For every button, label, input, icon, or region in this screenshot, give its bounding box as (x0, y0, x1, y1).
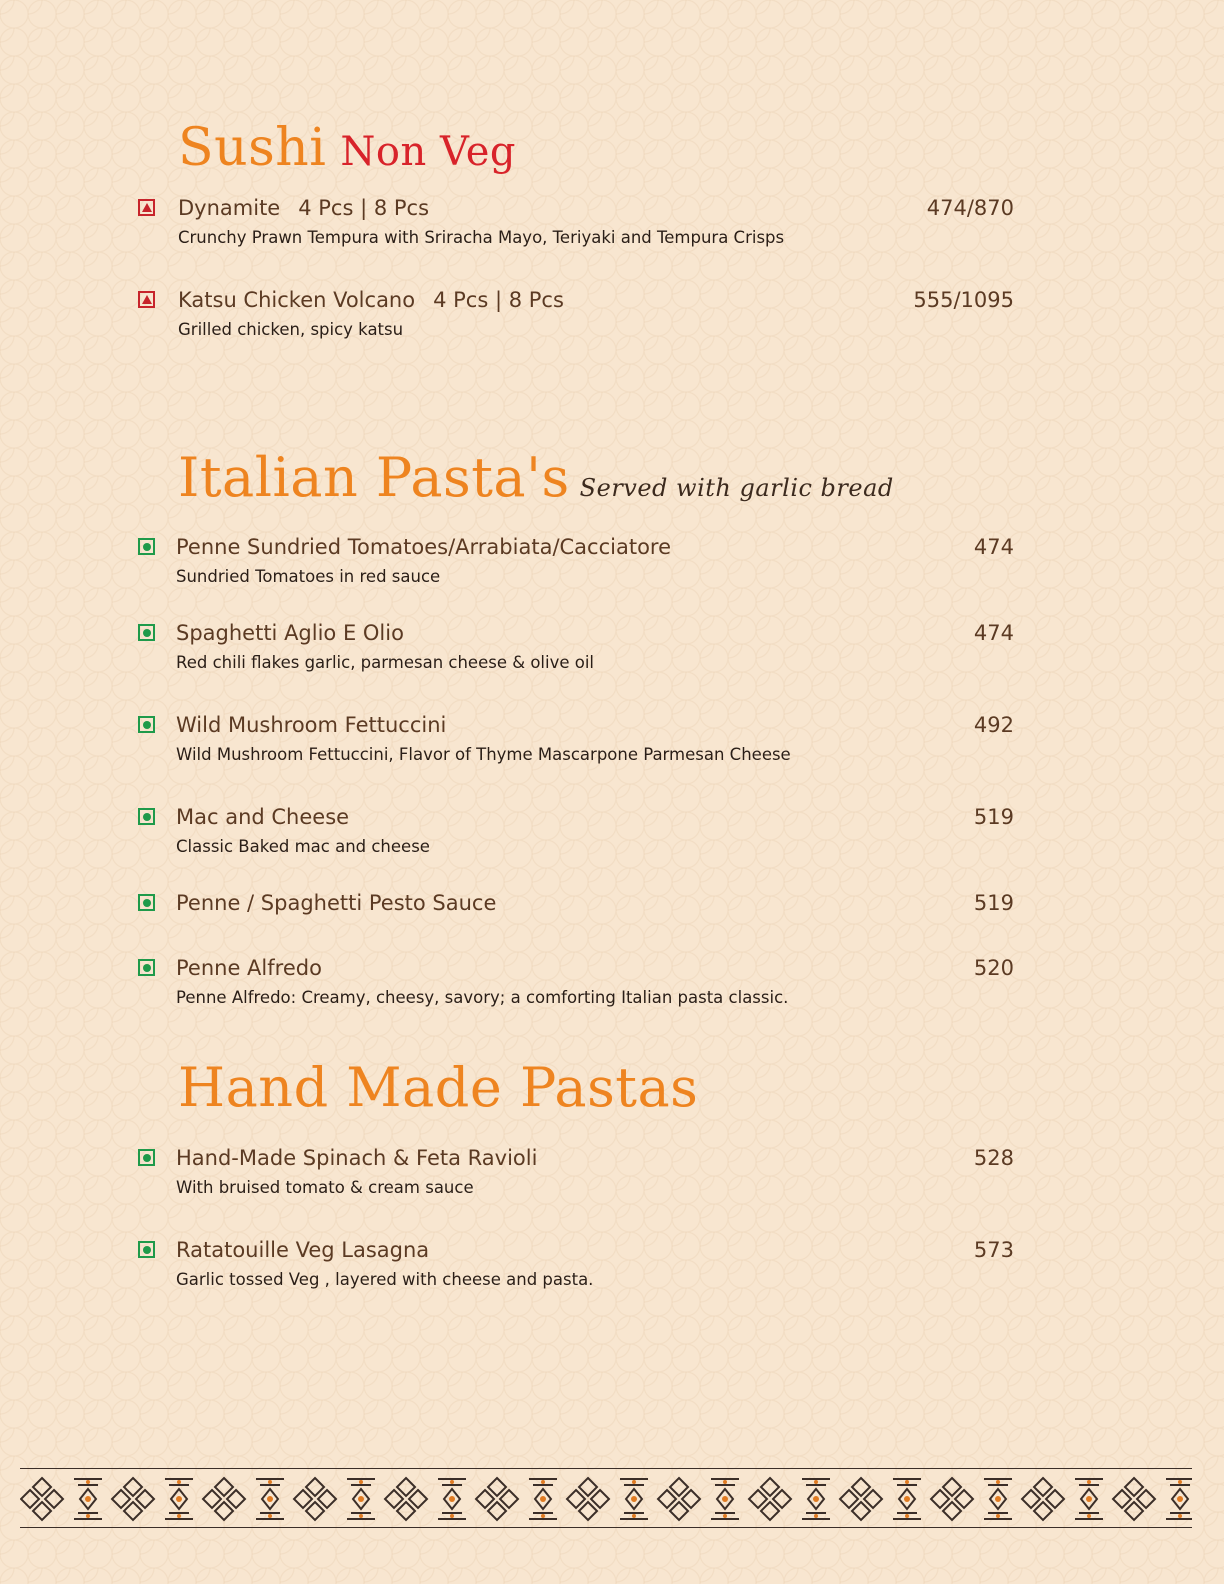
item-description: Garlic tossed Veg , layered with cheese and pasta. (176, 1270, 594, 1289)
non-veg-indicator-icon (138, 291, 155, 308)
item-name: Hand-Made Spinach & Feta Ravioli (176, 1146, 538, 1170)
item-price: 520 (973, 956, 1014, 980)
item-name: Penne Sundried Tomatoes/Arrabiata/Cacciatore (176, 535, 672, 559)
item-name: Mac and Cheese (176, 805, 350, 829)
item-price: 474 (973, 535, 1014, 559)
item-description: Grilled chicken, spicy katsu (178, 320, 404, 339)
item-price: 555/1095 (913, 288, 1014, 312)
tribal-border-ornament (20, 1468, 1192, 1528)
border-ornament-icon (20, 1473, 1192, 1525)
item-description: Wild Mushroom Fettuccini, Flavor of Thyme Mascarpone Parmesan Cheese (176, 745, 791, 764)
item-price: 474 (973, 621, 1014, 645)
item-price: 519 (973, 891, 1014, 915)
veg-indicator-icon (138, 808, 155, 825)
item-price: 519 (973, 805, 1014, 829)
section-subtitle: Served with garlic bread (579, 474, 894, 502)
veg-indicator-icon (138, 1149, 155, 1166)
item-portion: 4 Pcs | 8 Pcs (298, 196, 430, 220)
item-name: Penne / Spaghetti Pesto Sauce (176, 891, 497, 915)
veg-indicator-icon (138, 538, 155, 555)
item-price: 492 (973, 713, 1014, 737)
item-description: Penne Alfredo: Creamy, cheesy, savory; a comforting Italian pasta classic. (176, 988, 789, 1007)
item-name: Katsu Chicken Volcano 4 Pcs | 8 Pcs (178, 288, 564, 312)
item-name: Penne Alfredo (176, 956, 322, 980)
section-title-text: Sushi (178, 118, 327, 178)
section-title-text: Hand Made Pastas (178, 1056, 699, 1119)
item-description: Red chili flakes garlic, parmesan cheese & olive oil (176, 653, 595, 672)
item-name: Spaghetti Aglio E Olio (176, 621, 404, 645)
section-subtitle: Non Veg (340, 129, 516, 175)
section-title-text: Italian Pasta's (178, 446, 570, 509)
item-description: With bruised tomato & cream sauce (176, 1178, 474, 1197)
veg-indicator-icon (138, 624, 155, 641)
veg-indicator-icon (138, 894, 155, 911)
item-description: Classic Baked mac and cheese (176, 837, 430, 856)
item-name: Dynamite 4 Pcs | 8 Pcs (178, 196, 430, 220)
item-description: Crunchy Prawn Tempura with Sriracha Mayo, Teriyaki and Tempura Crisps (178, 228, 785, 247)
section-title-italian-pastas (178, 446, 894, 509)
veg-indicator-icon (138, 716, 155, 733)
section-title-hand-made-pastas (178, 1056, 698, 1119)
item-description: Sundried Tomatoes in red sauce (176, 567, 441, 586)
item-name: Ratatouille Veg Lasagna (176, 1238, 430, 1262)
item-price: 528 (973, 1146, 1014, 1170)
item-price: 474/870 (926, 196, 1014, 220)
section-title-sushi (178, 118, 516, 178)
non-veg-indicator-icon (138, 199, 155, 216)
veg-indicator-icon (138, 1241, 155, 1258)
veg-indicator-icon (138, 959, 155, 976)
item-price: 573 (973, 1238, 1014, 1262)
item-name: Wild Mushroom Fettuccini (176, 713, 447, 737)
item-portion: 4 Pcs | 8 Pcs (433, 288, 564, 312)
